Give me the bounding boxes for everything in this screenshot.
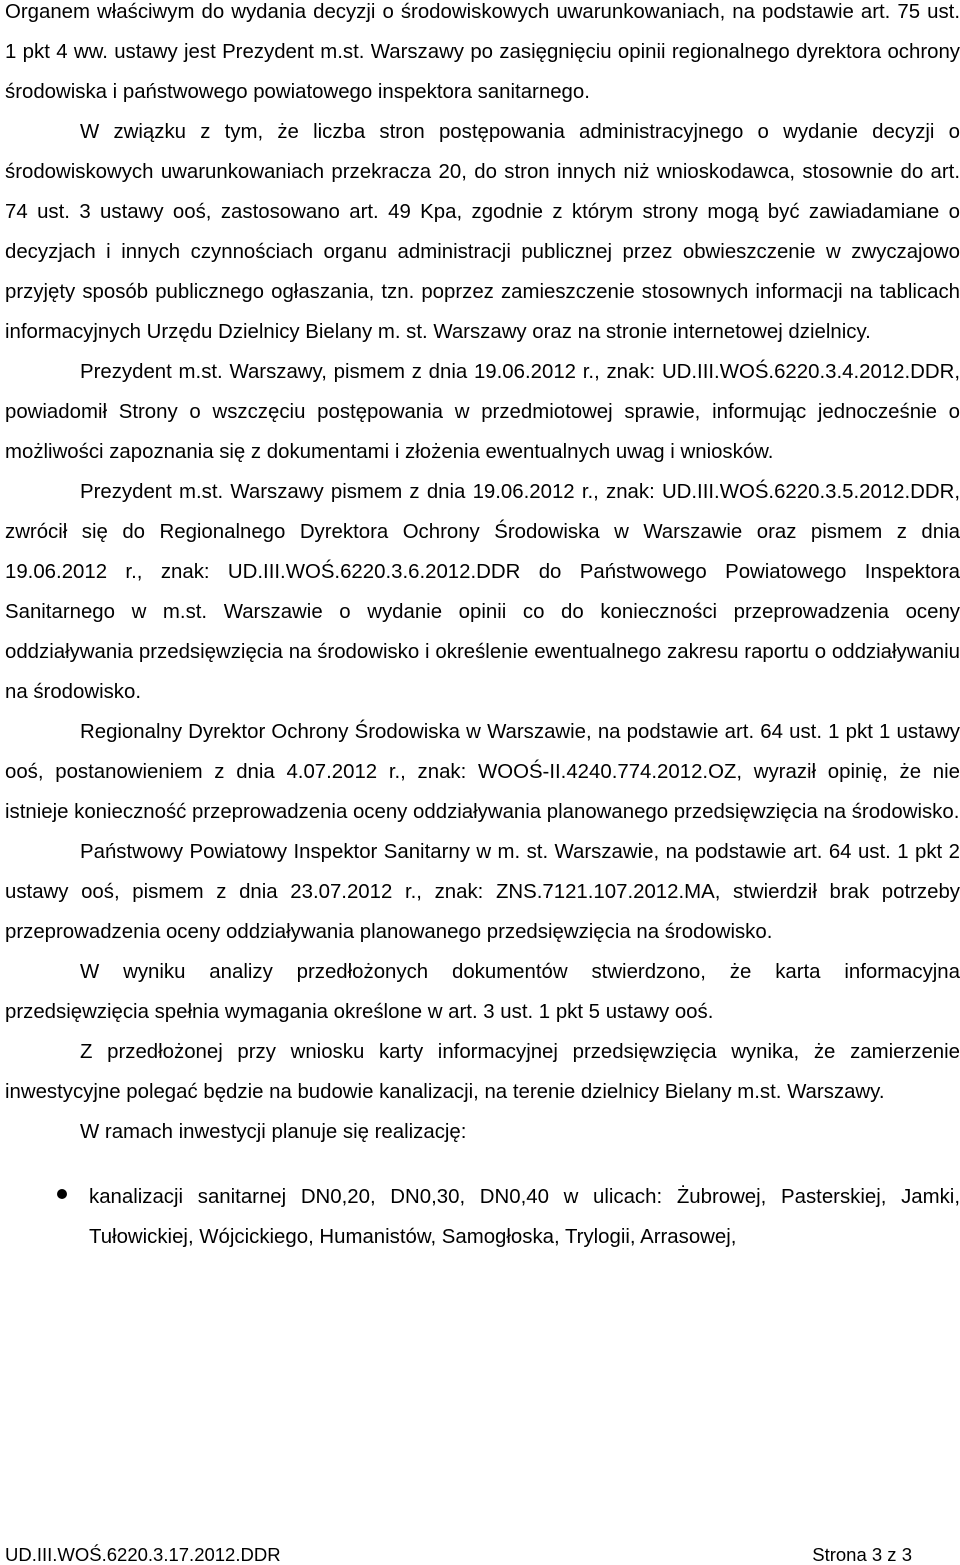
paragraph-analysis-result: W wyniku analizy przedłożonych dokumentów stwierdzono, że karta informacyjna przedsięwzięcia spełnia wymagania określone w art. 3 ust. 1 pkt 5 ustawy ooś. — [5, 961, 960, 1023]
footer-page-number: Strona 3 z 3 — [812, 1544, 912, 1565]
document-page — [5, 0, 960, 1257]
list-item — [5, 1177, 960, 1257]
paragraph-authority: Organem właściwym do wydania decyzji o środowiskowych uwarunkowaniach, na podstawie art. 75 ust. 1 pkt 4 ww. ustawy jest Prezydent m.st. Warszawy po zasięgnięciu opinii regionalnego dyrektora ochrony środowiska i państwowego powiatowego inspektora sanitarnego. — [5, 1, 960, 103]
bullet-icon — [57, 1189, 67, 1199]
paragraph-initiation-notice: Prezydent m.st. Warszawy, pismem z dnia 19.06.2012 r., znak: UD.III.WOŚ.6220.3.4.2012.DDR, powiadomił Strony o wszczęciu postępowania w przedmiotowej sprawie, informując jednocześnie o możliwości zapoznania się z dokumentami i złożenia ewentualnych uwag i wniosków. — [5, 361, 960, 463]
paragraph-parties-notification: W związku z tym, że liczba stron postępowania administracyjnego o wydanie decyzji o środowiskowych uwarunkowaniach przekracza 20, do stron innych niż wnioskodawca, stosownie do art. 74 ust. 3 ustawy ooś, zastosowano art. 49 Kpa, zgodnie z którym strony mogą być zawiadamiane o decyzjach i innych czynnościach organu administracji publicznej przez obwieszczenie w zwyczajowo przyjęty sposób publicznego ogłaszania, tzn. poprzez zamieszczenie stosownych informacji na tablicach informacyjnych Urzędu Dzielnicy Bielany m. st. Warszawy oraz na stronie internetowej dzielnicy. — [5, 121, 960, 343]
paragraph-sanitary-opinion: Państwowy Powiatowy Inspektor Sanitarny w m. st. Warszawie, na podstawie art. 64 ust. 1 pkt 2 ustawy ooś, pismem z dnia 23.07.2012 r., znak: ZNS.7121.107.2012.MA, stwierdził brak potrzeby przeprowadzenia oceny oddziaływania planowanego przedsięwzięcia na środowisko. — [5, 841, 960, 943]
paragraph-opinion-request: Prezydent m.st. Warszawy pismem z dnia 19.06.2012 r., znak: UD.III.WOŚ.6220.3.5.2012.DDR, zwrócił się do Regionalnego Dyrektora Ochrony Środowiska w Warszawie oraz pismem z dnia 19.06.2012 r., znak: UD.III.WOŚ.6220.3.6.2012.DDR do Państwowego Powiatowego Inspektora Sanitarnego w m.st. Warszawie o wydanie opinii co do konieczności przeprowadzenia oceny oddziaływania przedsięwzięcia na środowisko i określenie ewentualnego zakresu raportu o oddziaływaniu na środowisko. — [5, 481, 960, 703]
page-footer — [5, 1545, 912, 1565]
scope-list — [5, 1177, 960, 1257]
list-item-text: kanalizacji sanitarnej DN0,20, DN0,30, DN0,40 w ulicach: Żubrowej, Pasterskiej, Jamki, Tułowickiej, Wójcickiego, Humanistów, Samogłoska, Trylogii, Arrasowej, — [89, 1186, 960, 1248]
footer-reference: UD.III.WOŚ.6220.3.17.2012.DDR — [5, 1544, 281, 1565]
paragraph-project-description: Z przedłożonej przy wniosku karty informacyjnej przedsięwzięcia wynika, że zamierzenie inwestycyjne polegać będzie na budowie kanalizacji, na terenie dzielnicy Bielany m.st. Warszawy. — [5, 1041, 960, 1103]
paragraph-rdos-opinion: Regionalny Dyrektor Ochrony Środowiska w Warszawie, na podstawie art. 64 ust. 1 pkt 1 ustawy ooś, postanowieniem z dnia 4.07.2012 r., znak: WOOŚ-II.4240.774.2012.OZ, wyraził opinię, że nie istnieje konieczność przeprowadzenia oceny oddziaływania planowanego przedsięwzięcia na środowisko. — [5, 721, 960, 823]
paragraph-scope-intro: W ramach inwestycji planuje się realizację: — [80, 1121, 467, 1143]
